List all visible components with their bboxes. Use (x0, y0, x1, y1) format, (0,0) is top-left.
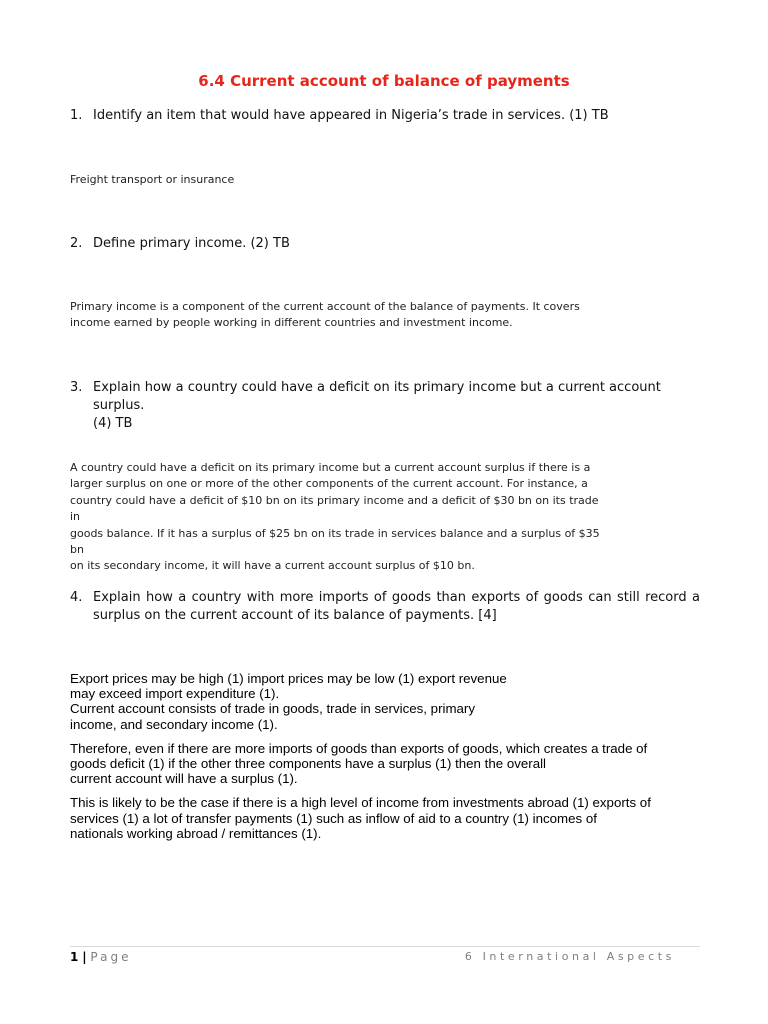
answer-paragraph (70, 741, 705, 787)
answer-line: larger surplus on one or more of the other components of the current account. For instance, a (70, 477, 588, 491)
answer-line: goods deficit (1) if the other three components have a surplus (1) then the overall (70, 756, 547, 772)
answer-line: current account will have a surplus (1). (70, 771, 298, 787)
page-title: 6.4 Current account of balance of payments (198, 72, 570, 90)
answer-line: Therefore, even if there are more imports of goods than exports of goods, which creates a trade of (70, 740, 648, 756)
page-label: Page (90, 950, 132, 964)
answer-line: country could have a deficit of $10 bn on its primary income and a deficit of $30 bn on its trade in (70, 493, 599, 524)
question-4 (70, 589, 700, 625)
answer-line: This is likely to be the case if there is a high level of income from investments abroad (1) exports of (70, 795, 651, 811)
footer-section: 6 International Aspects (464, 950, 675, 963)
answer-line: A country could have a deficit on its primary income but a current account surplus if there is a (70, 461, 591, 474)
answer-line: income, and secondary income (1). (70, 716, 278, 732)
answer-line: services (1) a lot of transfer payments (1) such as inflow of aid to a country (1) incomes of (70, 810, 597, 826)
question-number: 3. (70, 380, 83, 395)
answer-line: Current account consists of trade in goods, trade in services, primary (70, 701, 475, 717)
question-text: Explain how a country with more imports of goods than exports of goods can still record a surplus on the current account of its balance of payments. [4] (93, 590, 700, 623)
question-number: 4. (70, 590, 83, 605)
question-text-line: Explain how a country could have a deficit on its primary income but a current account surplus. (93, 380, 661, 413)
answer-2 (70, 299, 610, 332)
page-footer (70, 950, 700, 964)
answer-line: Freight transport or insurance (70, 173, 235, 186)
question-text: Define primary income. (2) TB (93, 236, 290, 251)
answer-line: income earned by people working in different countries and investment income. (70, 316, 513, 330)
answer-line: goods balance. If it has a surplus of $25 bn on its trade in services balance and a surplus of $35 bn (70, 526, 600, 557)
question-text: Identify an item that would have appeared in Nigeria’s trade in services. (1) TB (93, 108, 609, 123)
question-text-line: (4) TB (93, 416, 133, 431)
question-number: 1. (70, 108, 83, 123)
answer-line: Export prices may be high (1) import prices may be low (1) export revenue (70, 671, 507, 686)
answer-paragraph (70, 671, 705, 732)
question-3 (70, 379, 700, 433)
answer-line: on its secondary income, it will have a current account surplus of $10 bn. (70, 559, 475, 573)
footer-divider (70, 946, 700, 947)
answer-line: may exceed import expenditure (1). (70, 686, 280, 702)
question-2 (70, 235, 700, 253)
answer-3 (70, 460, 610, 575)
question-1 (70, 107, 700, 125)
footer-separator: | (82, 950, 87, 964)
answer-line: Primary income is a component of the current account of the balance of payments. It covers (70, 300, 580, 313)
answer-1 (70, 172, 610, 188)
answer-paragraph (70, 795, 705, 841)
answer-4 (70, 671, 705, 850)
page-number: 1 (70, 950, 79, 964)
question-number: 2. (70, 236, 83, 251)
answer-line: nationals working abroad / remittances (1). (70, 825, 322, 841)
